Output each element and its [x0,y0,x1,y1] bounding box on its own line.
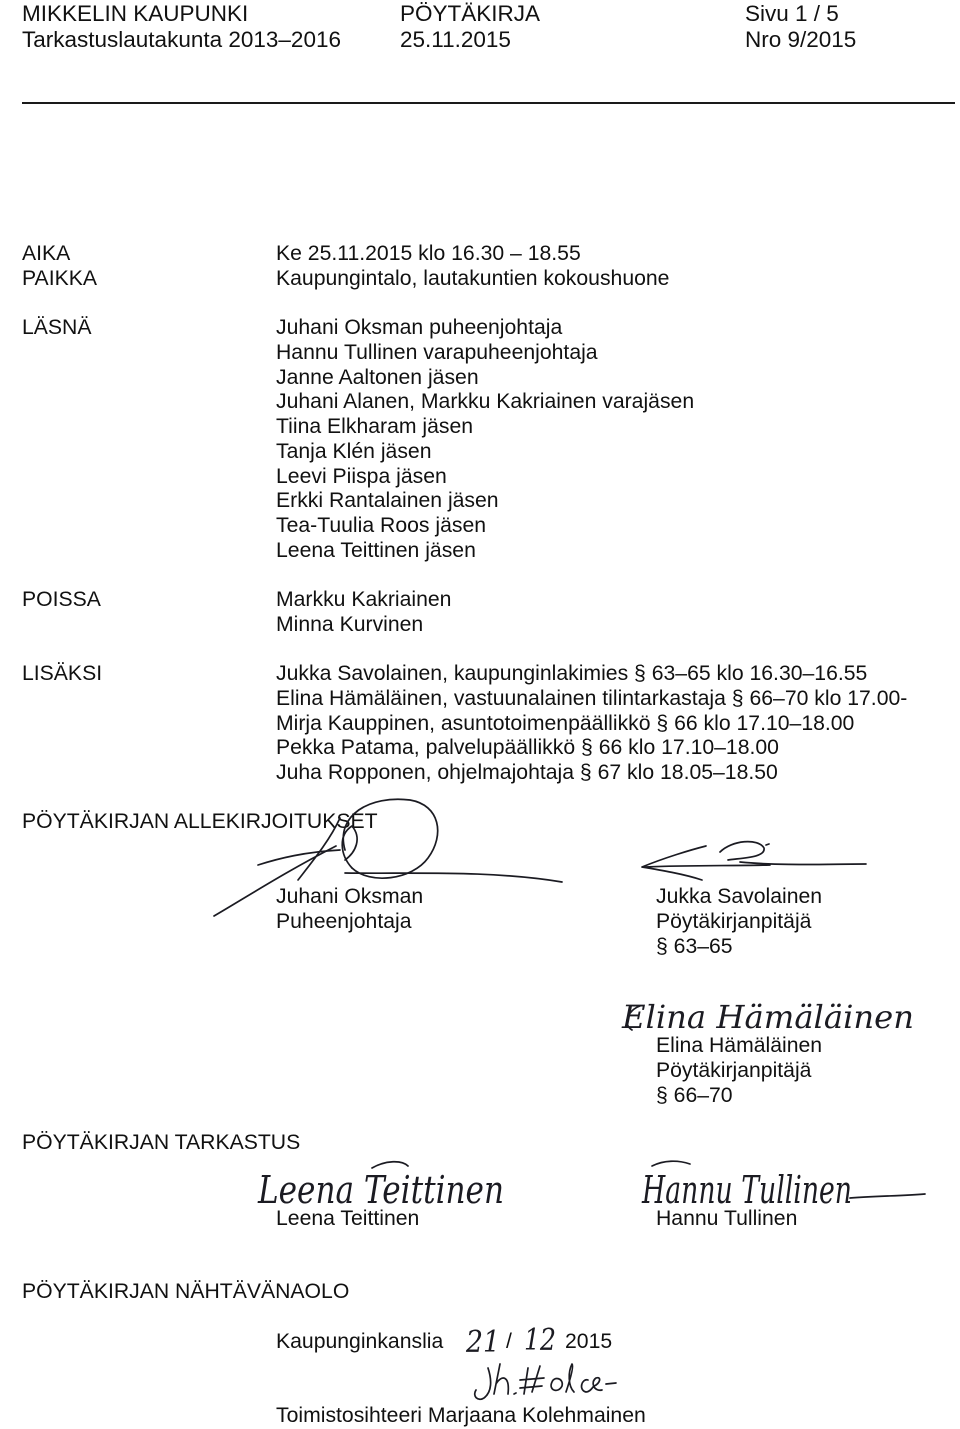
display-month: 12 [524,1323,556,1358]
secretary-name: Jukka Savolainen [656,885,823,908]
public-display-heading: PÖYTÄKIRJAN NÄHTÄVÄNAOLO [22,1280,350,1303]
display-signer: Toimistosihteeri Marjaana Kolehmainen [276,1404,646,1427]
list-item: Juhani Oksman puheenjohtaja [276,316,563,339]
secretary-name: Elina Hämäläinen [656,1034,823,1057]
secretary-sections: § 66–70 [656,1083,733,1107]
chair-signature-block [276,885,423,935]
secretary-role: Pöytäkirjanpitäjä [656,909,812,933]
list-item: Leena Teittinen jäsen [276,538,476,562]
header-divider [22,102,955,104]
place-label: PAIKKA [22,266,97,290]
list-item: Erkki Rantalainen jäsen [276,489,499,513]
date-separator: / [506,1330,512,1353]
header-left [22,1,341,53]
chair-name: Juhani Oksman [276,885,424,908]
secretary-signature-block-2 [656,1034,822,1108]
review-heading: PÖYTÄKIRJAN TARKASTUS [22,1131,301,1154]
protocol-number: Nro 9/2015 [745,27,857,52]
list-item: Juhani Alanen, Markku Kakriainen varajäsen [276,390,695,414]
also-present-list [276,662,907,786]
present-label: LÄSNÄ [22,316,92,339]
signature-office-secretary [475,1364,616,1399]
list-item: Leevi Piispa jäsen [276,464,447,488]
secretary-sections: § 63–65 [656,934,733,958]
secretary-signature-block-1 [656,885,822,959]
time-place-values [276,242,669,292]
signature-secretary-2 [621,998,914,1036]
meeting-place: Kaupungintalo, lautakuntien kokoushuone [276,266,670,290]
signature-reviewer-1 [257,1162,504,1212]
committee-name: Tarkastuslautakunta 2013–2016 [22,27,341,52]
time-place-labels [22,242,97,292]
reviewer-name: Hannu Tullinen [656,1207,798,1230]
signature-hannu-tullinen: Hannu Tullinen [641,1168,852,1212]
list-item: Tea-Tuulia Roos jäsen [276,514,487,537]
signature-leena-teittinen: Leena Teittinen [257,1168,504,1212]
document-date: 25.11.2015 [400,27,511,52]
header-center [400,1,540,53]
list-item: Juha Ropponen, ohjelmajohtaja § 67 klo 18.05–18.50 [276,761,778,784]
list-item: Jukka Savolainen, kaupunginlakimies § 63–65 klo 16.30–16.55 [276,662,868,685]
meeting-time: Ke 25.11.2015 klo 16.30 – 18.55 [276,242,581,265]
organization-name: MIKKELIN KAUPUNKI [22,1,249,26]
reviewer-name: Leena Teittinen [276,1207,420,1230]
also-present-label: LISÄKSI [22,662,103,685]
present-list [276,316,694,564]
absent-label: POISSA [22,588,101,611]
display-day: 21 [465,1325,500,1360]
secretary-role: Pöytäkirjanpitäjä [656,1058,812,1082]
absent-list [276,588,451,638]
list-item: Mirja Kauppinen, asuntotoimenpäällikkö § 66 klo 17.10–18.00 [276,711,855,735]
time-label: AIKA [22,242,71,265]
signature-secretary-1 [642,842,866,880]
list-item: Janne Aaltonen jäsen [276,365,479,389]
signature-elina-hamalainen: Elina Hämäläinen [620,998,914,1036]
list-item: Markku Kakriainen [276,588,452,611]
list-item: Elina Hämäläinen, vastuunalainen tilintarkastaja § 66–70 klo 17.00- [276,686,908,710]
display-year: 2015 [565,1330,613,1353]
chair-role: Puheenjohtaja [276,909,412,933]
signatures-heading: PÖYTÄKIRJAN ALLEKIRJOITUKSET [22,810,378,833]
list-item: Tiina Elkharam jäsen [276,415,474,438]
list-item: Minna Kurvinen [276,612,424,636]
display-place: Kaupunginkanslia [276,1330,444,1353]
signature-reviewer-2 [641,1161,925,1212]
document-type: PÖYTÄKIRJA [400,1,541,26]
page-number: Sivu 1 / 5 [745,1,839,26]
list-item: Tanja Klén jäsen [276,439,432,463]
header-right [745,1,856,53]
list-item: Hannu Tullinen varapuheenjohtaja [276,340,598,364]
list-item: Pekka Patama, palvelupäällikkö § 66 klo 17.10–18.00 [276,736,779,760]
